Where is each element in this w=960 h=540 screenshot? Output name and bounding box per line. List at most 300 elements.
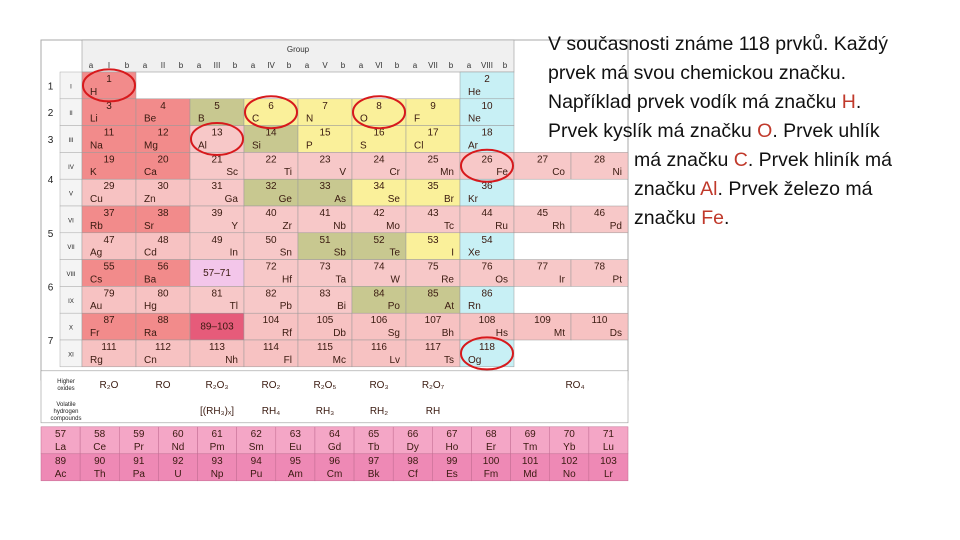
col-header: VI <box>375 61 383 70</box>
element-symbol: Md <box>523 468 538 480</box>
element-symbol: No <box>562 468 576 480</box>
atomic-number: 47 <box>103 234 115 246</box>
atomic-number: 13 <box>211 127 223 139</box>
atomic-number: 46 <box>593 208 606 219</box>
atomic-number: 16 <box>373 127 385 139</box>
atomic-number: 85 <box>427 288 439 300</box>
element-symbol: Sg <box>387 328 400 339</box>
hydrogen-label-3: compounds <box>50 415 82 422</box>
row-label: XI <box>68 352 74 359</box>
atomic-number: 9 <box>430 100 436 112</box>
text-line-2: prvek má svou chemickou značku. <box>548 62 847 84</box>
element-symbol: La <box>55 441 67 453</box>
element-symbol: Cl <box>414 140 424 152</box>
element-symbol: Mc <box>332 354 346 366</box>
element-symbol: Cf <box>407 468 418 480</box>
element-symbol: Eu <box>289 441 302 453</box>
atomic-number: 7 <box>322 100 328 112</box>
element-symbol: Lr <box>603 468 613 480</box>
element-symbol: Pm <box>209 441 225 453</box>
oxides-label-2: oxides <box>57 385 75 392</box>
row-label: II <box>69 111 73 118</box>
element-symbol: Sr <box>144 220 154 232</box>
col-header: a <box>196 61 202 70</box>
row-label: III <box>68 138 74 144</box>
element-symbol: Mt <box>553 328 565 339</box>
atomic-number: 22 <box>265 154 277 166</box>
atomic-number: 56 <box>157 261 169 273</box>
element-symbol: Db <box>333 328 346 339</box>
row-label: VIII <box>66 272 76 278</box>
element-symbol: Yb <box>563 441 576 453</box>
atomic-number: 98 <box>407 455 419 467</box>
element-symbol: Ds <box>609 328 622 339</box>
atomic-number: 44 <box>481 208 493 219</box>
atomic-number: 4 <box>160 100 166 112</box>
atomic-number: 101 <box>521 455 539 467</box>
col-header: b <box>286 61 292 70</box>
atomic-number: 25 <box>427 154 439 166</box>
element-symbol: Nb <box>333 220 346 232</box>
element-symbol: Mo <box>386 220 400 232</box>
atomic-number: 93 <box>211 455 223 467</box>
atomic-number: 117 <box>425 342 441 353</box>
atomic-number: 71 <box>602 428 614 440</box>
atomic-number: 49 <box>211 234 223 246</box>
atomic-number: 53 <box>427 234 439 246</box>
col-header: IV <box>267 61 275 70</box>
element-symbol: Pt <box>612 274 622 286</box>
element-range: 57–71 <box>203 268 231 279</box>
element-symbol: Bk <box>367 468 380 480</box>
atomic-number: 82 <box>265 288 277 300</box>
element-symbol: Rg <box>90 354 103 366</box>
group-label: Group <box>286 45 310 54</box>
col-header: V <box>322 61 328 70</box>
row-label: I <box>70 84 72 91</box>
element-symbol: In <box>229 247 238 259</box>
atomic-number: 105 <box>316 315 334 327</box>
element-symbol: Lu <box>602 441 614 453</box>
oxide-formula: RO₃ <box>369 379 389 391</box>
atomic-number: 64 <box>328 428 341 440</box>
element-symbol: Ru <box>495 220 508 232</box>
element-symbol: Rf <box>282 328 292 339</box>
atomic-number: 37 <box>103 208 115 219</box>
symbol-fe: Fe <box>701 207 724 229</box>
atomic-number: 112 <box>155 342 171 353</box>
atomic-number: 39 <box>211 208 223 219</box>
col-header: b <box>502 61 508 70</box>
element-symbol: Sc <box>226 167 238 179</box>
atomic-number: 35 <box>427 181 439 193</box>
element-symbol: N <box>306 113 314 125</box>
element-symbol: Cm <box>326 468 343 480</box>
hydrogen-label: Volatile <box>56 401 76 408</box>
element-symbol: Ce <box>93 441 107 453</box>
atomic-number: 109 <box>534 315 551 327</box>
atomic-number: 40 <box>265 208 277 219</box>
text-line-5: má značku C. Prvek hliník má <box>634 149 892 171</box>
element-range: 89–103 <box>200 321 234 333</box>
element-symbol: Tl <box>229 301 238 313</box>
element-symbol: O <box>360 113 368 125</box>
text-line-4: Prvek kyslík má značku O. Prvek uhlík <box>548 120 880 142</box>
col-header: a <box>358 61 364 70</box>
element-symbol: W <box>390 274 400 286</box>
element-symbol: Ca <box>144 167 157 179</box>
col-header: b <box>448 61 454 70</box>
element-symbol: Pa <box>132 468 145 480</box>
atomic-number: 96 <box>328 455 341 467</box>
element-symbol: S <box>360 140 367 152</box>
atomic-number: 79 <box>103 288 115 300</box>
atomic-number: 94 <box>250 455 262 467</box>
period-label: 6 <box>47 282 54 294</box>
element-symbol: U <box>174 468 182 480</box>
symbol-c: C <box>733 149 748 171</box>
atomic-number: 110 <box>591 315 608 327</box>
atomic-number: 61 <box>211 428 223 440</box>
element-symbol: Hg <box>144 301 157 313</box>
element-symbol: Ra <box>144 328 157 339</box>
atomic-number: 102 <box>560 455 578 467</box>
atomic-number: 88 <box>157 315 169 327</box>
element-symbol: K <box>90 167 97 179</box>
element-symbol: Ag <box>90 247 103 259</box>
atomic-number: 69 <box>524 428 536 440</box>
atomic-number: 8 <box>376 100 382 112</box>
element-symbol: Zr <box>282 220 292 232</box>
atomic-number: 113 <box>209 342 225 353</box>
atomic-number: 104 <box>262 315 280 327</box>
element-symbol: Ho <box>445 441 459 453</box>
atomic-number: 31 <box>211 181 223 193</box>
element-symbol: Pu <box>250 468 263 480</box>
element-symbol: Pr <box>133 441 144 453</box>
element-symbol: Te <box>389 247 400 259</box>
element-symbol: Rn <box>468 301 481 313</box>
element-symbol: Dy <box>406 441 419 453</box>
element-symbol: Ga <box>224 194 238 205</box>
atomic-number: 17 <box>427 127 439 139</box>
element-symbol: As <box>334 194 346 205</box>
atomic-number: 77 <box>536 261 549 273</box>
element-symbol: Cr <box>389 167 400 179</box>
col-header: II <box>160 61 166 70</box>
element-symbol: Am <box>287 468 303 480</box>
element-symbol: Co <box>552 167 565 179</box>
element-symbol: B <box>198 113 205 125</box>
atomic-number: 91 <box>133 455 145 467</box>
atomic-number: 23 <box>319 154 331 166</box>
element-symbol: Po <box>387 301 400 313</box>
atomic-number: 48 <box>157 234 169 246</box>
atomic-number: 107 <box>424 315 442 327</box>
atomic-number: 42 <box>373 208 385 219</box>
atomic-number: 29 <box>103 181 115 193</box>
text-line-3: Například prvek vodík má značku H. <box>548 91 862 113</box>
element-symbol: Be <box>144 113 157 125</box>
row-label: IV <box>68 164 74 171</box>
col-header: b <box>232 61 238 70</box>
text-line-1: V současnosti známe 118 prvků. Každý <box>548 33 888 55</box>
element-symbol: Hs <box>495 328 508 339</box>
atomic-number: 83 <box>319 288 331 300</box>
period-label: 4 <box>47 175 54 187</box>
atomic-number: 6 <box>268 100 274 112</box>
atomic-number: 111 <box>101 342 117 353</box>
atomic-number: 5 <box>214 100 220 112</box>
atomic-number: 18 <box>481 127 493 139</box>
element-symbol: Pd <box>609 220 622 232</box>
hydride-formula: RH₂ <box>369 405 389 417</box>
hydride-formula: RH₃ <box>315 405 335 417</box>
element-symbol: Lv <box>389 354 400 366</box>
element-symbol: Pb <box>279 301 292 313</box>
element-symbol: Bi <box>337 301 346 313</box>
col-header: VII <box>428 61 438 70</box>
element-symbol: I <box>451 247 454 259</box>
element-symbol: Np <box>210 468 224 480</box>
col-header: b <box>394 61 400 70</box>
element-symbol: Ba <box>144 274 157 286</box>
element-symbol: Bh <box>441 328 454 339</box>
element-symbol: Os <box>495 274 508 286</box>
symbol-h: H <box>841 91 856 113</box>
atomic-number: 63 <box>289 428 301 440</box>
col-header: b <box>340 61 346 70</box>
atomic-number: 78 <box>593 261 606 273</box>
atomic-number: 62 <box>250 428 262 440</box>
slide-text <box>548 30 948 233</box>
element-symbol: C <box>252 113 260 125</box>
element-symbol: Sn <box>279 247 292 259</box>
atomic-number: 27 <box>536 154 549 166</box>
element-symbol: He <box>468 86 481 98</box>
oxide-formula: R₂O <box>99 379 119 391</box>
element-symbol: Al <box>198 140 207 152</box>
atomic-number: 65 <box>368 428 380 440</box>
element-symbol: Na <box>90 140 103 152</box>
element-symbol: At <box>444 301 454 313</box>
atomic-number: 52 <box>373 234 385 246</box>
atomic-number: 58 <box>94 428 106 440</box>
element-symbol: Kr <box>468 194 478 205</box>
element-symbol: Sb <box>333 247 346 259</box>
element-symbol: Nd <box>171 441 185 453</box>
atomic-number: 114 <box>263 342 279 353</box>
element-symbol: Ar <box>468 140 478 152</box>
atomic-number: 21 <box>211 154 223 166</box>
atomic-number: 115 <box>317 342 333 353</box>
hydride-formula: RH <box>425 405 441 417</box>
element-symbol: Ge <box>278 194 292 205</box>
element-symbol: Gd <box>327 441 342 453</box>
symbol-al: Al <box>700 178 718 200</box>
atomic-number: 118 <box>479 342 495 353</box>
element-symbol: Es <box>446 468 458 480</box>
atomic-number: 2 <box>484 74 490 85</box>
element-symbol: Fe <box>496 167 508 179</box>
element-symbol: Sm <box>248 441 264 453</box>
atomic-number: 116 <box>371 342 387 353</box>
atomic-number: 51 <box>319 234 331 246</box>
element-symbol: Hf <box>282 274 292 286</box>
element-symbol: Er <box>486 441 497 453</box>
col-header: I <box>107 61 111 70</box>
atomic-number: 28 <box>593 154 606 166</box>
text-line-7: značku Fe. <box>634 207 730 229</box>
text-line-6: značku Al. Prvek železo má <box>634 178 873 200</box>
element-symbol: Li <box>90 113 98 125</box>
element-symbol: Cn <box>144 354 157 366</box>
atomic-number: 86 <box>481 288 493 300</box>
atomic-number: 43 <box>427 208 439 219</box>
element-symbol: Au <box>90 301 103 313</box>
atomic-number: 80 <box>157 288 169 300</box>
period-label: 2 <box>47 108 54 120</box>
element-symbol: Og <box>468 354 482 366</box>
atomic-number: 90 <box>94 455 106 467</box>
element-symbol: Ti <box>284 167 292 179</box>
atomic-number: 70 <box>563 428 575 440</box>
atomic-number: 60 <box>172 428 184 440</box>
row-label: V <box>68 191 74 198</box>
oxide-formula: RO <box>155 379 171 391</box>
element-symbol: Xe <box>468 247 481 259</box>
atomic-number: 99 <box>446 455 458 467</box>
element-symbol: V <box>339 167 346 179</box>
atomic-number: 89 <box>55 455 67 467</box>
col-header: III <box>213 61 221 70</box>
element-symbol: P <box>306 140 313 152</box>
row-label: VI <box>68 218 74 225</box>
atomic-number: 50 <box>265 234 277 246</box>
element-symbol: Cu <box>90 194 103 205</box>
element-symbol: Y <box>231 220 238 232</box>
row-label: X <box>68 325 74 332</box>
atomic-number: 106 <box>370 315 388 327</box>
element-symbol: Se <box>387 194 400 205</box>
col-header: b <box>178 61 184 70</box>
atomic-number: 26 <box>481 154 493 166</box>
atomic-number: 55 <box>103 261 115 273</box>
element-symbol: Tc <box>444 220 454 232</box>
atomic-number: 57 <box>55 428 67 440</box>
period-label: 1 <box>47 81 54 93</box>
element-symbol: Ta <box>335 274 346 286</box>
col-header: VIII <box>480 61 494 70</box>
atomic-number: 108 <box>478 315 496 327</box>
atomic-number: 36 <box>481 181 493 193</box>
element-symbol: Tm <box>522 441 538 453</box>
atomic-number: 3 <box>106 100 112 112</box>
oxide-formula: RO₂ <box>261 379 281 391</box>
element-symbol: Ir <box>558 274 565 286</box>
atomic-number: 87 <box>103 315 115 327</box>
atomic-number: 33 <box>319 181 331 193</box>
atomic-number: 14 <box>265 127 277 139</box>
atomic-number: 76 <box>481 261 493 273</box>
period-label: 5 <box>47 228 54 240</box>
atomic-number: 15 <box>319 127 331 139</box>
atomic-number: 24 <box>373 154 385 166</box>
element-symbol: Mg <box>144 140 158 152</box>
element-symbol: Fr <box>90 328 100 339</box>
atomic-number: 45 <box>536 208 549 219</box>
element-symbol: Ac <box>54 468 67 480</box>
atomic-number: 97 <box>368 455 380 467</box>
element-symbol: Si <box>252 140 261 152</box>
atomic-number: 59 <box>133 428 145 440</box>
element-symbol: Rb <box>90 220 103 232</box>
col-header: b <box>124 61 130 70</box>
period-label: 7 <box>47 336 54 347</box>
oxides-label: Higher <box>57 378 75 385</box>
atomic-number: 54 <box>481 234 493 246</box>
hydride-formula: RH₄ <box>261 405 281 417</box>
element-symbol: Ne <box>468 113 481 125</box>
atomic-number: 103 <box>600 455 617 467</box>
atomic-number: 81 <box>211 288 223 300</box>
col-header: a <box>412 61 418 70</box>
oxide-formula: RO₄ <box>565 379 585 391</box>
atomic-number: 95 <box>289 455 301 467</box>
atomic-number: 20 <box>157 154 169 166</box>
atomic-number: 19 <box>103 154 115 166</box>
element-symbol: Cd <box>144 247 157 259</box>
atomic-number: 30 <box>157 181 169 193</box>
col-header: a <box>466 61 472 70</box>
atomic-number: 32 <box>265 181 277 193</box>
col-header: a <box>88 61 94 70</box>
atomic-number: 74 <box>373 261 385 273</box>
atomic-number: 41 <box>319 208 331 219</box>
element-symbol: Ts <box>444 354 454 366</box>
col-header: a <box>304 61 310 70</box>
hydrogen-label-2: hydrogen <box>53 408 79 415</box>
element-symbol: Fm <box>483 468 499 480</box>
atomic-number: 11 <box>103 127 115 139</box>
compounds-box <box>41 371 628 423</box>
atomic-number: 1 <box>106 74 112 85</box>
element-symbol: Ni <box>612 167 622 179</box>
oxide-formula: R₂O₃ <box>205 379 229 391</box>
atomic-number: 100 <box>482 455 500 467</box>
col-header: a <box>250 61 256 70</box>
element-symbol: F <box>414 113 421 125</box>
period-label: 3 <box>47 135 54 146</box>
symbol-o: O <box>757 120 773 142</box>
atomic-number: 72 <box>265 261 277 273</box>
atomic-number: 75 <box>427 261 439 273</box>
element-symbol: Rh <box>552 220 565 232</box>
element-symbol: Tb <box>367 441 380 453</box>
oxide-formula: R₂O₇ <box>421 379 445 391</box>
atomic-number: 10 <box>481 100 493 112</box>
oxide-formula: R₂O₅ <box>313 379 337 391</box>
element-symbol: Re <box>441 274 454 286</box>
atomic-number: 68 <box>485 428 497 440</box>
atomic-number: 66 <box>407 428 419 440</box>
element-symbol: Zn <box>144 194 156 205</box>
row-label: IX <box>68 298 74 305</box>
atomic-number: 12 <box>157 127 169 139</box>
element-symbol: Th <box>93 468 106 480</box>
row-label: VII <box>67 245 75 252</box>
element-symbol: H <box>90 86 98 98</box>
